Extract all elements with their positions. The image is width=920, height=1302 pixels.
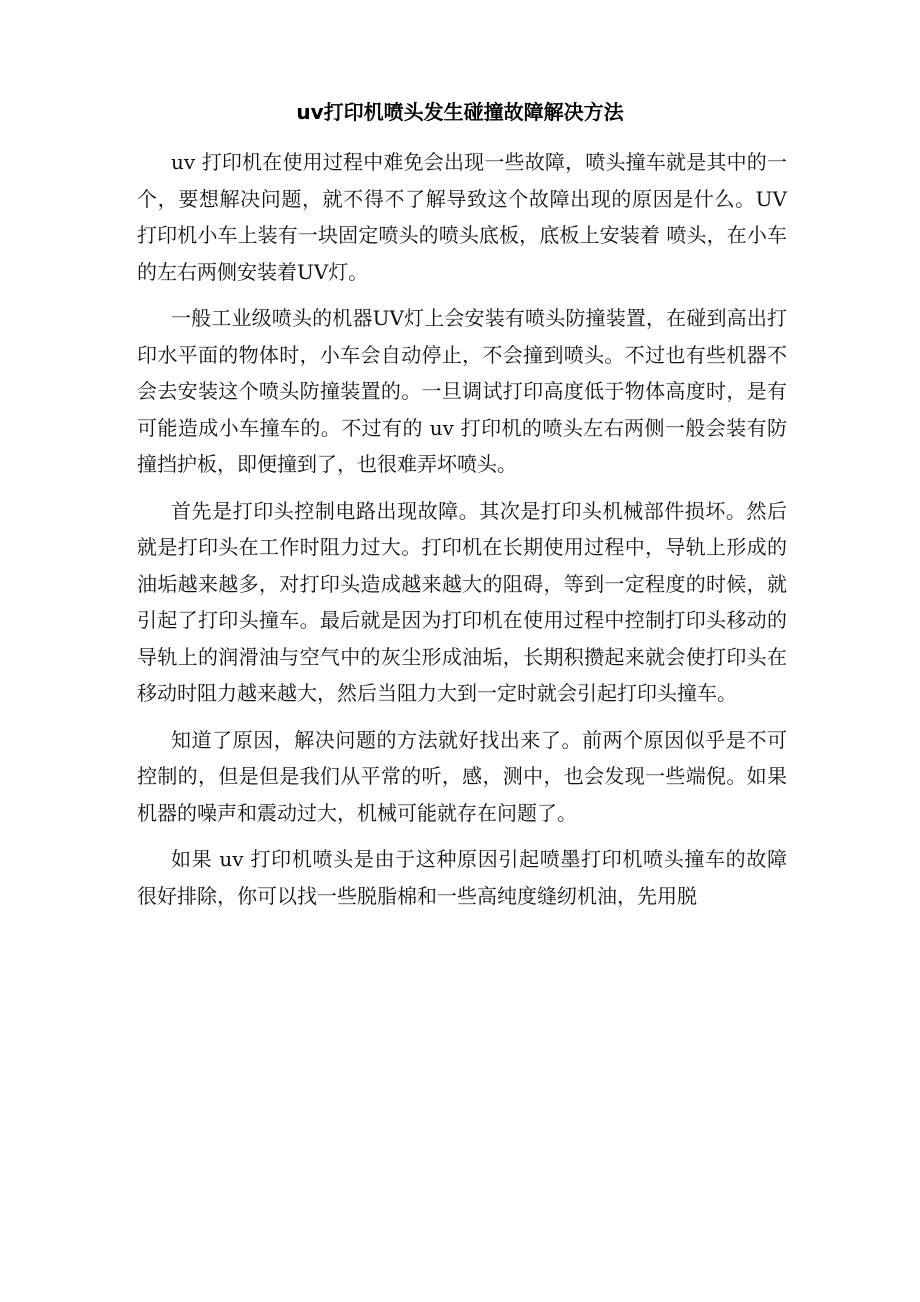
document-body bbox=[137, 144, 787, 924]
paragraph-4: 知道了原因，解决问题的方法就好找出来了。前两个原因似乎是不可控制的，但是但是我们从平常的听，感，测中，也会发现一些端倪。如果机器的噪声和震动过大，机械可能就存在问题了。 bbox=[137, 727, 787, 825]
paragraph-1: uv 打印机在使用过程中难免会出现一些故障，喷头撞车就是其中的一个，要想解决问题，就不得不了解导致这个故障出现的原因是什么。UV打印机小车上装有一块固定喷头的喷头底板，底板上安装着 喷头，在小车的左右两侧安装着UV灯。 bbox=[137, 150, 787, 284]
document-title: uv打印机喷头发生碰撞故障解决方法 bbox=[296, 100, 624, 124]
paragraph-5: 如果 uv 打印机喷头是由于这种原因引起喷墨打印机喷头撞车的故障很好排除，你可以找一些脱脂棉和一些高纯度缝纫机油，先用脱 bbox=[137, 847, 787, 908]
paragraph-3: 首先是打印头控制电路出现故障。其次是打印头机械部件损坏。然后就是打印头在工作时阻力过大。打印机在长期使用过程中，导轨上形成的油垢越来越多，对打印头造成越来越大的阻碍，等到一定程度的时候，就引起了打印头撞车。最后就是因为打印机在使用过程中控制打印头移动的导轨上的润滑油与空气中的灰尘形成油垢，长期积攒起来就会使打印头在移动时阻力越来越大，然后当阻力大到一定时就会引起打印头撞车。 bbox=[137, 498, 787, 705]
paragraph-2: 一般工业级喷头的机器UV灯上会安装有喷头防撞装置，在碰到高出打印水平面的物体时，小车会自动停止，不会撞到喷头。不过也有些机器不会去安装这个喷头防撞装置的。一旦调试打印高度低于物体高度时，是有可能造成小车撞车的。不过有的 uv 打印机的喷头左右两侧一般会装有防撞挡护板，即便撞到了，也很难弄坏喷头。 bbox=[137, 306, 787, 476]
